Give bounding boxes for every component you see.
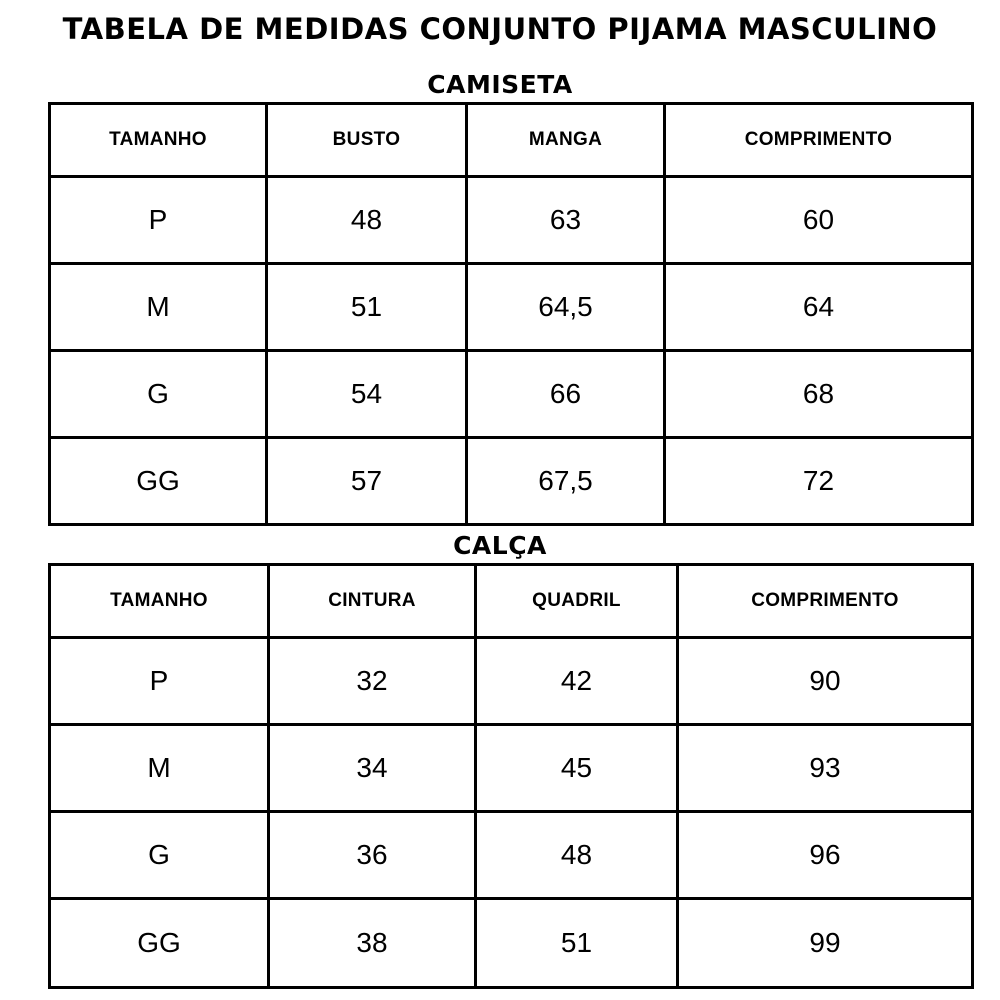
column-header-busto: BUSTO [267, 104, 467, 177]
manga-cell: 66 [467, 351, 665, 438]
manga-cell: 67,5 [467, 438, 665, 525]
column-header-tamanho: TAMANHO [50, 104, 267, 177]
column-header-manga: MANGA [467, 104, 665, 177]
cintura-cell: 36 [269, 812, 476, 899]
size-cell: M [50, 264, 267, 351]
table-row [50, 725, 973, 812]
table-row [50, 438, 973, 525]
quadril-cell: 42 [476, 638, 678, 725]
column-header-quadril: QUADRIL [476, 565, 678, 638]
table-row [50, 264, 973, 351]
table-row [50, 899, 973, 988]
calca-section-title: CALÇA [453, 531, 547, 560]
size-cell: GG [50, 438, 267, 525]
comprimento-cell: 99 [678, 899, 973, 988]
busto-cell: 48 [267, 177, 467, 264]
busto-cell: 57 [267, 438, 467, 525]
column-header-comprimento: COMPRIMENTO [665, 104, 973, 177]
table-row [50, 351, 973, 438]
cintura-cell: 38 [269, 899, 476, 988]
comprimento-cell: 93 [678, 725, 973, 812]
calca-size-table [48, 563, 974, 989]
quadril-cell: 45 [476, 725, 678, 812]
busto-cell: 51 [267, 264, 467, 351]
cintura-cell: 32 [269, 638, 476, 725]
manga-cell: 63 [467, 177, 665, 264]
quadril-cell: 48 [476, 812, 678, 899]
size-cell: M [50, 725, 269, 812]
page-title: TABELA DE MEDIDAS CONJUNTO PIJAMA MASCULINO [62, 12, 938, 46]
table-row [50, 177, 973, 264]
size-cell: G [50, 812, 269, 899]
column-header-cintura: CINTURA [269, 565, 476, 638]
manga-cell: 64,5 [467, 264, 665, 351]
size-cell: P [50, 638, 269, 725]
table-header-row [50, 565, 973, 638]
table-header-row [50, 104, 973, 177]
table-row [50, 812, 973, 899]
column-header-tamanho: TAMANHO [50, 565, 269, 638]
table-row [50, 638, 973, 725]
comprimento-cell: 96 [678, 812, 973, 899]
comprimento-cell: 64 [665, 264, 973, 351]
comprimento-cell: 90 [678, 638, 973, 725]
size-cell: GG [50, 899, 269, 988]
quadril-cell: 51 [476, 899, 678, 988]
column-header-comprimento: COMPRIMENTO [678, 565, 973, 638]
comprimento-cell: 68 [665, 351, 973, 438]
size-cell: P [50, 177, 267, 264]
comprimento-cell: 60 [665, 177, 973, 264]
busto-cell: 54 [267, 351, 467, 438]
cintura-cell: 34 [269, 725, 476, 812]
comprimento-cell: 72 [665, 438, 973, 525]
camiseta-section-title: CAMISETA [427, 70, 573, 99]
camiseta-size-table [48, 102, 974, 526]
size-cell: G [50, 351, 267, 438]
